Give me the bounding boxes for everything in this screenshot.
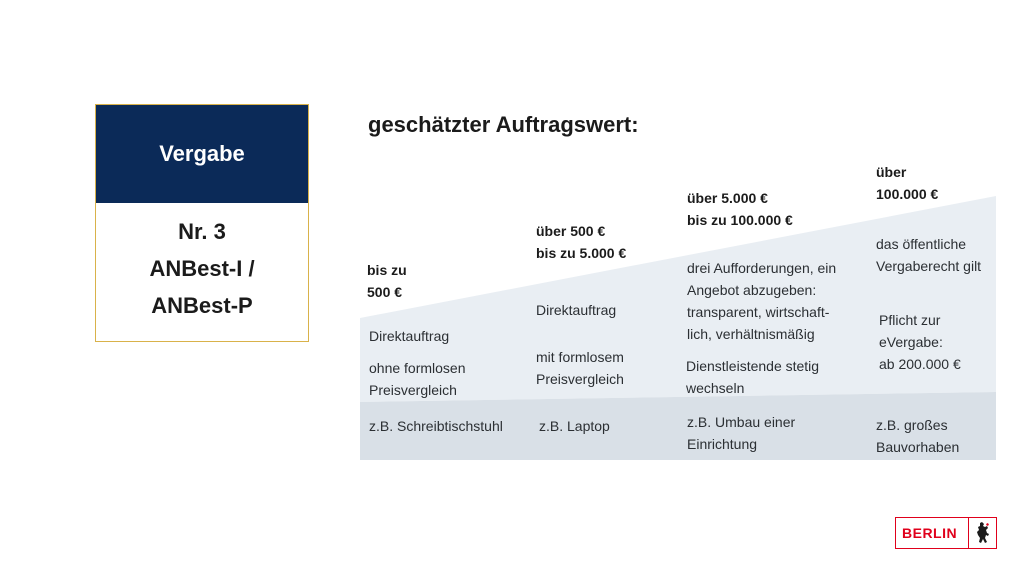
berlin-logo <box>895 517 997 549</box>
berlin-logo-text: BERLIN <box>902 525 958 541</box>
card-line-2: ANBest-I / <box>149 256 255 281</box>
condition-3: Dienstleistende stetig wechseln <box>686 358 820 396</box>
card-header: Vergabe <box>96 105 308 203</box>
condition-4: Pflicht zur eVergabe: ab 200.000 € <box>879 312 961 372</box>
berlin-bear-icon <box>969 518 996 548</box>
type-1: Direktauftrag <box>369 328 450 344</box>
condition-1: ohne formlosen Preisvergleich <box>369 360 466 398</box>
threshold-2: über 500 € bis zu 5.000 € <box>536 223 627 261</box>
example-4: z.B. großes Bauvorhaben <box>876 417 960 455</box>
threshold-1: bis zu 500 € <box>367 262 407 300</box>
threshold-4: über 100.000 € <box>876 164 939 202</box>
card-line-1: Nr. 3 <box>178 219 226 244</box>
type-3: drei Aufforderungen, ein Angebot abzugeben: transparent, wirtschaft- lich, verhältnismäßig <box>687 260 837 342</box>
condition-2: mit formlosem Preisvergleich <box>536 349 624 387</box>
card-line-3: ANBest-P <box>151 293 253 318</box>
example-3: z.B. Umbau einer Einrichtung <box>687 414 796 452</box>
example-2: z.B. Laptop <box>539 418 610 434</box>
page-title: geschätzter Auftragswert: <box>368 112 639 137</box>
type-2: Direktauftrag <box>536 302 617 318</box>
type-4: das öffentliche Vergaberecht gilt <box>876 236 982 274</box>
vergabe-card <box>95 104 309 342</box>
threshold-3: über 5.000 € bis zu 100.000 € <box>687 190 793 228</box>
card-body <box>96 203 308 324</box>
example-1: z.B. Schreibtischstuhl <box>369 418 503 434</box>
